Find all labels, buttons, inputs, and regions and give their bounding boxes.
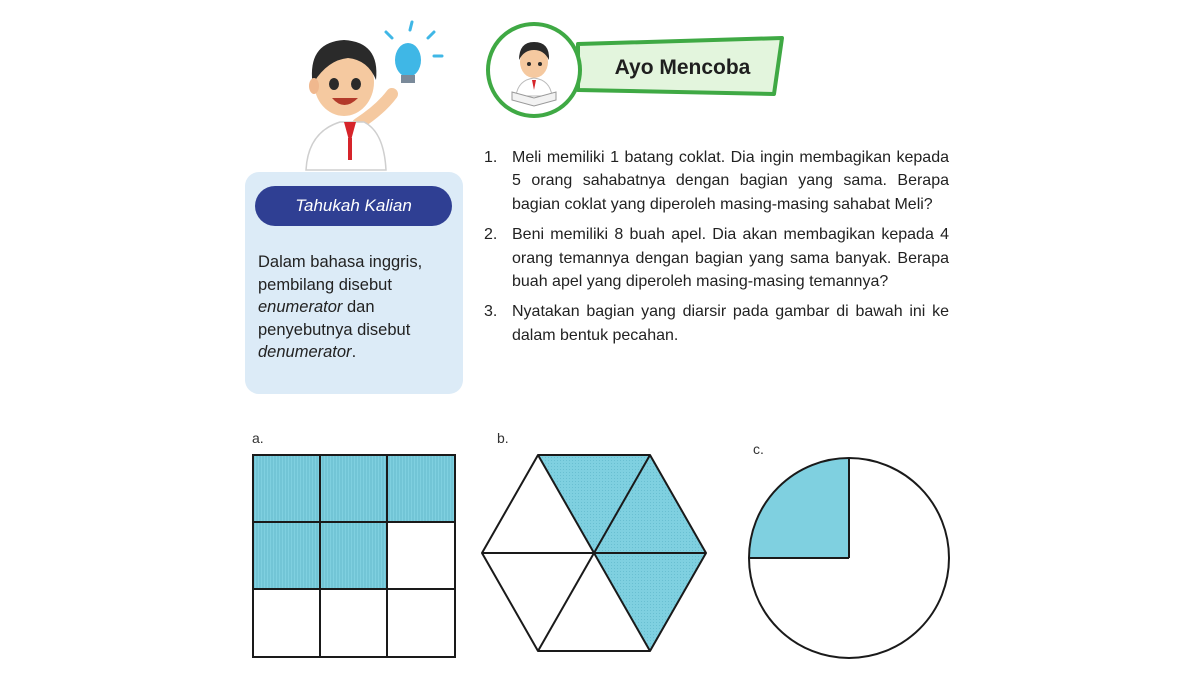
question-item-3 [484,300,949,347]
figure-c-circle [744,456,950,662]
question-number: 1. [484,149,498,166]
question-number: 3. [484,303,498,321]
info-line-3: enumerator dan [258,298,375,316]
info-term-enumerator: enumerator [258,298,343,316]
info-box-text [258,251,458,364]
figure-a-grid [250,452,458,660]
info-line-2: pembilang disebut [258,275,392,294]
info-line-5: denumerator. [258,343,357,361]
figure-c-label: c. [753,441,764,457]
grid-cell-shaded [387,455,455,522]
ayo-mencoba-avatar [486,22,582,118]
question-item-1 [484,146,949,216]
info-line-1: Dalam bahasa inggris, [258,253,423,271]
info-term-denumerator: denumerator [258,343,352,361]
grid-cell-shaded [253,455,320,522]
question-text: Meli memiliki 1 batang coklat. Dia ingin membagikan kepada 5 orang sahabatnya dengan bagian yang sama. Berapa bagian coklat yang diperoleh masing-masing sahabat Meli? [512,149,949,213]
question-text: Beni memiliki 8 buah apel. Dia akan membagikan kepada 4 orang temannya dengan bagian yang sama banyak. Berapa buah apel yang diperoleh masing-masing temannya? [512,226,949,291]
question-text: Nyatakan bagian yang diarsir pada gambar di bawah ini ke dalam bentuk pecahan. [512,303,949,344]
question-number: 2. [484,226,498,244]
grid-cell-shaded [320,455,387,522]
boy-reading-icon [490,26,578,114]
info-box-title: Tahukah Kalian [255,186,452,226]
figure-b-hexagon [478,450,710,656]
info-line-4: penyebutnya disebut [258,320,411,339]
grid-cell-shaded [320,522,387,589]
question-item-2 [484,223,949,293]
hexagon-triangle-shaded [594,553,706,651]
figure-b-label: b. [497,430,509,446]
boy-character-icon [288,20,448,172]
circle-quarter-shaded [749,458,849,558]
ayo-mencoba-title: Ayo Mencoba [614,56,751,79]
figure-a-label: a. [252,430,264,446]
grid-cell-shaded [253,522,320,589]
question-list [484,146,949,354]
lightbulb-icon [386,22,442,83]
